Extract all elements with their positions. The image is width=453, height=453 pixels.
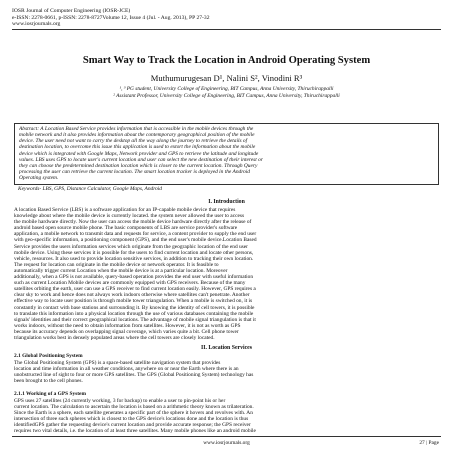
abstract-line: values. LBS uses GPS to locate user's current location and user can select the new destination of their interest or	[19, 156, 263, 163]
body-line: the mobile hardware directly. Now the user can access the mobile device hardware directly after the release of	[14, 219, 252, 226]
journal-issn: e-ISSN: 2278-0661, p-ISSN: 2278-8727Volume 12, Issue 4 (Jul. - Aug. 2013), PP 27-32	[12, 14, 210, 21]
gps-body	[14, 360, 439, 384]
abstract-line: Operating system.	[19, 175, 59, 182]
abstract-line: they can choose the predetermined destination location which is closer to the current location. Through Query	[19, 162, 258, 169]
body-line: identifiedGPS gather the requesting device's current location and provide accurate response; the GPS receiver	[14, 422, 251, 429]
body-line: The Global Positioning System (GPS) is a space-based satellite navigation system that provides	[14, 360, 221, 366]
body-line: unobstructed line of sight to four or more GPS satellites. The GPS (Global Positioning System) technology has	[14, 372, 254, 379]
subsection-heading-gps: 2.1 Global Positioning System	[14, 353, 83, 359]
footer-divider	[12, 436, 441, 437]
journal-url[interactable]: www.iosrjournals.org	[12, 21, 61, 27]
abstract-line: device which is integrated with Google Maps, Network provider and GPS to retrieve the latitude and longitude	[19, 150, 259, 157]
body-line: additionally, when a GPS is not available, query-based operation provides the end user with useful information	[14, 274, 254, 281]
affiliation-2: ² Assistant Professor, University College of Engineering, BIT Campus, Anna University, Thiruchirappalli	[113, 93, 340, 99]
keywords: Keywords- LBS, GPS, Distance Calculator, Google Maps, Android	[18, 186, 162, 192]
paper-title: Smart Way to Track the Location in Android Operating System	[82, 55, 371, 66]
header-divider	[12, 29, 441, 30]
body-line: Since the Earth is a sphere, each satellite generates a specific part of the sphere it hovers and revolves with. An	[14, 410, 253, 417]
body-line: A location Based Service (LBS) is a software application for an IP-capable mobile device that requires	[14, 207, 236, 213]
introduction-body	[14, 207, 439, 341]
body-line: clear sky to work and hence does not always work indoors otherwise where satellites can't penetrate. Another	[14, 292, 250, 299]
body-line: knowledge about where the mobile device is currently located. the system never allowed the user to access	[14, 213, 245, 220]
journal-name: IOSR Journal of Computer Engineering (IOSR-JCE)	[12, 8, 131, 14]
body-line: effective way to locate user position is through mobile tower triangulation. When a mobile is switched on, it is	[14, 298, 253, 305]
body-line: mobile device. Using these services it is possible for the users to find current location and locate other persons,	[14, 249, 254, 256]
body-line: vehicle, resources. It also used to provide location sensitive services, in addition to tracking their own location.	[14, 255, 254, 262]
body-line: satellites orbiting the earth, user can use a GPS receiver to find current location easily. However, GPS requires a	[14, 286, 256, 293]
body-line: to translate this information into a physical location through the use of various databases containing the mobile	[14, 310, 254, 317]
body-line: The request for location can originate in the mobile device or network operator. It is feasible to	[14, 261, 219, 268]
abstract-line: Abstract: A Location Based Service provides information that is accessible in the mobile devices through the	[19, 126, 254, 132]
body-line: such as current Location Mobile devices are commonly equipped with GPS receivers. Because of the many	[14, 280, 246, 287]
body-line: GPS uses 27 satellites (24 currently working, 3 for backup) to enable a user to pin-point his or her	[14, 398, 226, 404]
section-heading-location-services: II. Location Services	[200, 345, 253, 351]
abstract-line: device. The user need not want to carry the desktop all the way along the journey to retrieve the details of	[19, 138, 248, 145]
body-line: current location. The calculation to ascertain the location is based on a arithmetic theory known as trilateration.	[14, 404, 254, 411]
body-line: works indoors, without the need to obtain information from satellites. However, it is not as worth as GPS	[14, 322, 241, 329]
abstract-line: mobile network and it also provides information about the contemporary geographical position of the mobile	[19, 132, 255, 139]
body-line: intersection of three such spheres which is closest to the GPS device's locations done and the location is thus	[14, 416, 249, 423]
page-number: 27 | Page	[419, 440, 439, 446]
body-line: Service provides the users information services which originate from the geographic location of the end user	[14, 243, 248, 250]
body-line: application, a mobile network to transmit data and requests for service, a content provider to supply the end user	[14, 231, 257, 238]
abstract-line: processing the user can retrieve the current location. The smart location tracker is deployed in the Android	[19, 169, 251, 176]
affiliation-1: ¹, ³ PG student, University College of Engineering, BIT Campus, Anna University, Thiruchirappalli	[119, 86, 334, 92]
body-line: because its accuracy depends on overlapping signal coverage, which varies quite a bit. Cell phone tower	[14, 328, 239, 335]
body-line: been brought to the cell phones.	[14, 378, 83, 385]
body-line: automatically trigger current Location when the mobile device is at a particular location. Moreover	[14, 267, 228, 274]
abstract-box	[14, 123, 439, 185]
section-heading-introduction: I. Introduction	[208, 199, 245, 205]
footer-url[interactable]: www.iosrjournals.org	[203, 440, 250, 446]
body-line: triangulation works best in densely populated areas where the cell towers are closely located.	[14, 334, 215, 341]
paper-authors: Muthumurugesan D¹, Nalini S², Vinodini R³	[150, 73, 303, 83]
body-line: with geo-specific information, a positioning component (GPS), and the end user's mobile device.Location Based	[14, 237, 257, 244]
body-line: constantly in contact with base stations and surrounding it. By knowing the identity of cell towers, it is possible	[14, 304, 255, 311]
body-line: android based open source mobile phone. The basic components of LBS are service provider's software	[14, 225, 238, 232]
abstract-line: destination location, to overcome this issue this application is used to extort the information about the mobile	[19, 144, 256, 151]
working-gps-body	[14, 398, 439, 435]
subsection-heading-working-gps: 2.1.1 Working of a GPS System	[14, 391, 86, 397]
body-line: requires two vital details, i.e. the location of at least three satellites. Many mobile phones like an android mobile	[14, 428, 256, 435]
body-line: location and time information in all weather conditions, anywhere on or near the Earth where there is an	[14, 366, 239, 373]
body-line: signals' identities and their correct geographical locations. The advantage of mobile signal triangulation is that it	[14, 316, 256, 323]
